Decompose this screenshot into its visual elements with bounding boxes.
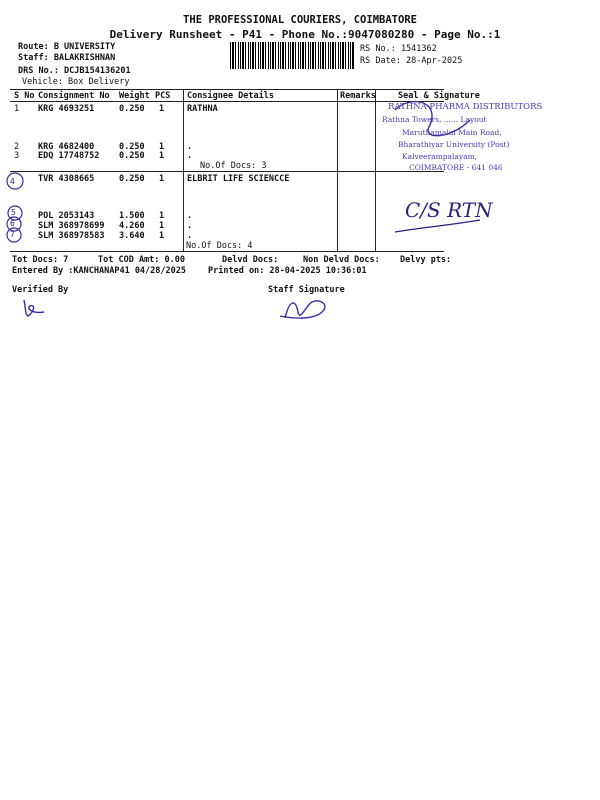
col-header-pcs: PCS (155, 91, 171, 101)
row-sno: 2 (14, 142, 20, 152)
stamp-line: Rathna Towers, ...... Layout (382, 115, 487, 124)
row-pcs: 1 (159, 211, 165, 221)
row-consignee: . (187, 142, 193, 152)
staff-signature-mark (280, 301, 325, 318)
docs-count: No.Of Docs: 4 (186, 241, 253, 251)
row-pcs: 1 (159, 174, 165, 184)
non-delivered-docs: Non Delvd Docs: (303, 255, 380, 265)
row-pcs: 1 (159, 142, 165, 152)
runsheet-title: Delivery Runsheet - P41 - Phone No.:9047080280 - Page No.:1 (109, 28, 501, 41)
row-weight: 1.500 (119, 211, 145, 221)
row-weight: 0.250 (119, 174, 145, 184)
stamp-line: Maruthamalai Main Road, (402, 128, 502, 137)
row-weight: 3.640 (119, 231, 145, 241)
docs-count: No.Of Docs: 3 (200, 161, 267, 171)
row-weight: 0.250 (119, 151, 145, 161)
rs-number: RS No.: 1541362 (360, 44, 437, 54)
stamp-line: RATHNA PHARMA DISTRIBUTORS (388, 102, 543, 112)
delivery-points: Delvy pts: (400, 255, 452, 265)
row-consignment: KRG 4682400 (38, 142, 95, 152)
row-sno: 3 (14, 151, 20, 161)
col-header-sno: S No (14, 91, 35, 101)
row-consignment: SLM 368978583 (38, 231, 105, 241)
row-consignment: EDQ 17748752 (38, 151, 100, 161)
circle-number: 5 (11, 208, 16, 217)
col-header-seal: Seal & Signature (398, 91, 480, 101)
drs-number: DRS No.: DCJB154136201 (18, 66, 131, 76)
row-consignment: KRG 4693251 (38, 104, 95, 114)
row-consignee: . (187, 211, 193, 221)
rs-date: RS Date: 28-Apr-2025 (360, 56, 463, 66)
circle-number: 4 (10, 177, 15, 186)
circle-number: 7 (10, 230, 15, 239)
row-consignment: TVR 4308665 (38, 174, 95, 184)
row-weight: 0.250 (119, 142, 145, 152)
stamp-line: Kalveerampalayam, (402, 152, 478, 161)
row-consignee: . (187, 151, 193, 161)
return-mark: C/S RTN (405, 198, 493, 222)
verified-by-label: Verified By (12, 285, 69, 295)
row-pcs: 1 (159, 104, 165, 114)
staff-signature-label: Staff Signature (268, 285, 345, 295)
col-header-remarks: Remarks (340, 91, 376, 101)
row-consignee: RATHNA (187, 104, 218, 114)
row-consignment: SLM 368978699 (38, 221, 105, 231)
row-weight: 0.250 (119, 104, 145, 114)
vehicle-label: Vehicle: Box Delivery (22, 77, 130, 87)
verified-signature-mark (24, 300, 44, 316)
row-consignment: POL 2053143 (38, 211, 95, 221)
staff-label: Staff: BALAKRISHNAN (18, 53, 116, 63)
row-consignee: . (187, 221, 193, 231)
row-pcs: 1 (159, 151, 165, 161)
stamp-line: Bharathiyar University (Post) (398, 140, 510, 149)
row-pcs: 1 (159, 221, 165, 231)
entered-by: Entered By :KANCHANAP41 04/28/2025 (12, 266, 186, 276)
circle-number: 6 (10, 219, 15, 228)
col-header-weight: Weight (119, 91, 150, 101)
row-consignee: ELBRIT LIFE SCIENCCE (187, 174, 290, 184)
row-pcs: 1 (159, 231, 165, 241)
total-docs: Tot Docs: 7 (12, 255, 69, 265)
col-header-consignment: Consignment No (38, 91, 110, 101)
stamp-line: COIMBATORE - 641 046 (409, 163, 503, 172)
printed-on: Printed on: 28-04-2025 10:36:01 (208, 266, 367, 276)
row-consignee: . (187, 231, 193, 241)
row-sno: 1 (14, 104, 20, 114)
delivered-docs: Delvd Docs: (222, 255, 279, 265)
company-title: THE PROFESSIONAL COURIERS, COIMBATORE (183, 14, 417, 26)
route-label: Route: B UNIVERSITY (18, 42, 116, 52)
row-weight: 4.260 (119, 221, 145, 231)
col-header-consignee: Consignee Details (187, 91, 274, 101)
total-cod: Tot COD Amt: 0.00 (98, 255, 185, 265)
